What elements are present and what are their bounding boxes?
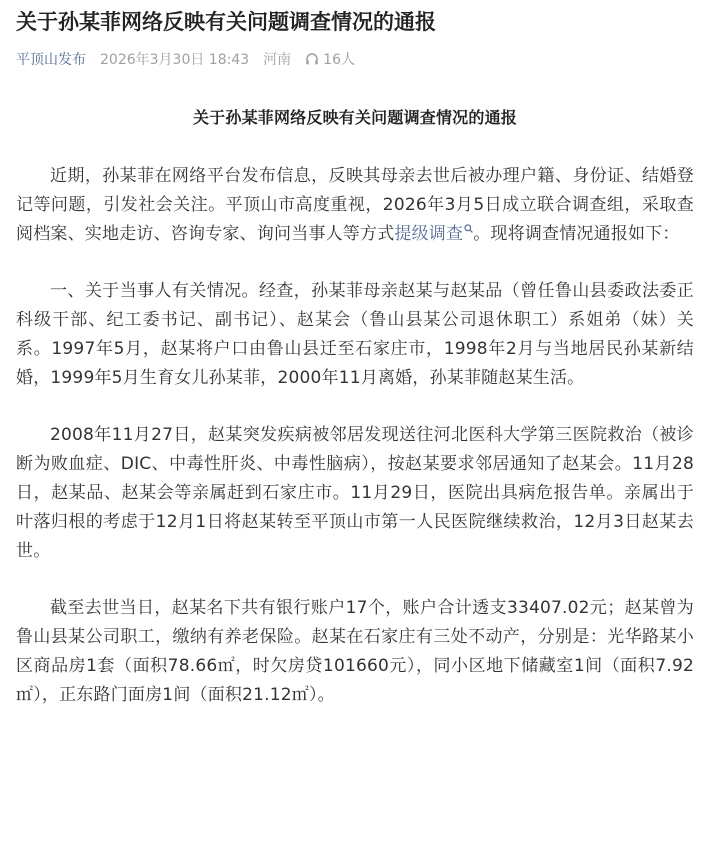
paragraph-intro-text: 近期，孙某菲在网络平台发布信息，反映其母亲去世后被办理户籍、身份证、结婚登记等问题，引发社会关注。平顶山市高度重视，2026年3月5日成立联合调查组，采取查阅档案、实地走访、咨询专家、询问当事人等方式 [16, 166, 694, 244]
search-link-label: 提级调查 [394, 224, 464, 244]
publish-time: 2026年3月30日 18:43 [100, 52, 250, 68]
content-title: 关于孙某菲网络反映有关问题调查情况的通报 [192, 108, 517, 127]
search-icon [464, 224, 473, 233]
listen-count: 16人 [323, 52, 355, 68]
headphones-icon [305, 52, 319, 66]
paragraph-assets: 截至去世当日，赵某名下共有银行账户17个，账户合计透支33407.02元；赵某曾为鲁山县某公司职工，缴纳有养老保险。赵某在石家庄有三处不动产，分别是：光华路某小区商品房1套（面积78.66㎡，时欠房贷101660元），同小区地下储藏室1间（面积7.92㎡），正东路门面房1间（面积21.12㎡）。 [16, 598, 694, 705]
article-content [16, 100, 694, 738]
paragraph-parties: 一、关于当事人有关情况。经查，孙某菲母亲赵某与赵某品（曾任鲁山县委政法委正科级干部、纪工委书记、副书记）、赵某会（鲁山县某公司退休职工）系姐弟（妹）关系。1997年5月，赵某将户口由鲁山县迁至石家庄市，1998年2月与当地居民孙某新结婚，1999年5月生育女儿孙某菲，2000年11月离婚，孙某菲随赵某生活。 [16, 281, 694, 388]
source-link[interactable]: 平顶山发布 [16, 52, 86, 68]
paragraph-illness: 2008年11月27日，赵某突发疾病被邻居发现送往河北医科大学第三医院救治（被诊断为败血症、DIC、中毒性肝炎、中毒性脑病），按赵某要求邻居通知了赵某会。11月28日，赵某品、赵某会等亲属赶到石家庄市。11月29日，医院出具病危报告单。亲属出于叶落归根的考虑于12月1日将赵某转至平顶山市第一人民医院继续救治，12月3日赵某去世。 [16, 425, 694, 561]
paragraph-intro [16, 162, 694, 249]
listen-button[interactable] [305, 49, 355, 69]
region: 河南 [263, 52, 292, 68]
article-title: 关于孙某菲网络反映有关问题调查情况的通报 [16, 10, 436, 34]
meta-row [16, 48, 355, 70]
search-link[interactable] [394, 224, 473, 244]
paragraph-intro-end: 。现将调查情况通报如下： [473, 224, 680, 244]
